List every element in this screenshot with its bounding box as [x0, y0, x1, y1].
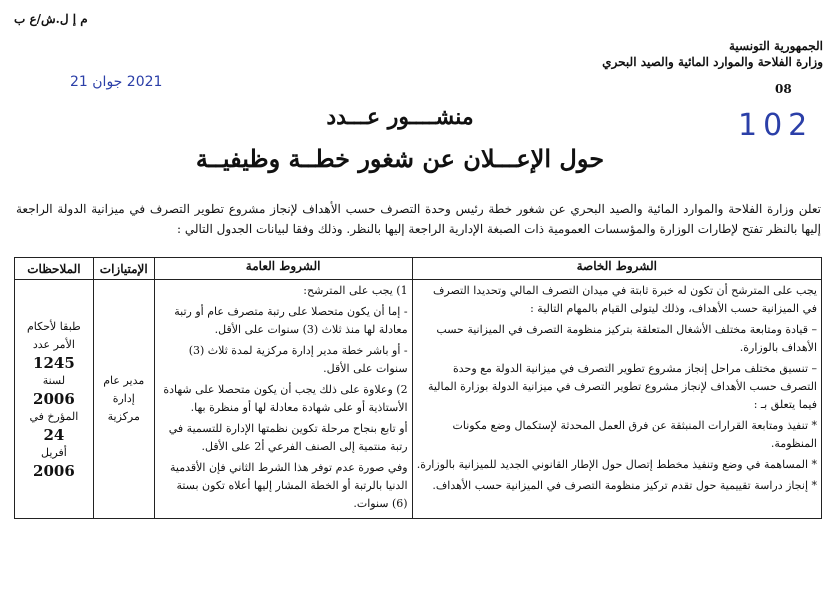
document-number: 102 — [738, 108, 814, 143]
special-item: * إنجاز دراسة تقييمية حول تقدم تركيز منظومة التصرف في الميزانية حسب الأهداف. — [432, 479, 817, 492]
decree-day: 24 — [43, 426, 65, 444]
general-item: وفي صورة عدم توفر هذا الشرط الثاني فإن الأقدمية الدنيا بالرتبة أو الخطة المشار إليها أعلاه تكون بستة (6) سنوات. — [170, 461, 408, 510]
circular-title: منشــــور عـــدد — [326, 104, 474, 130]
general-item: 2) وعلاوة على ذلك يجب أن يكون متحصلا على شهادة الأستاذية أو على شهادة معادلة لها أو منظرة بها. — [163, 383, 408, 414]
notes-text: لسنة — [42, 374, 66, 387]
general-conditions-cell — [154, 280, 412, 519]
general-item: 1) يجب على المترشح: — [303, 284, 408, 297]
header-privileges: الإمتيازات — [93, 258, 154, 280]
special-conditions-cell — [412, 280, 821, 519]
special-item: – تنسيق مختلف مراحل إنجاز مشروع تطوير التصرف في ميزانية الدولة مع وحدة التصرف حسب الأهداف لإنجاز مشروع تطوير التصرف في ميزانية الدولة بوزارة المالية فيما يتعلق بـ : — [427, 362, 817, 411]
header-notes: الملاحظات — [15, 258, 94, 280]
circular-subject: حول الإعـــلان عن شغور خطــة وظيفيــة — [195, 144, 605, 173]
header-special: الشروط الخاصة — [412, 258, 821, 280]
special-item: * المساهمة في وضع وتنفيذ مخطط إتصال حول الإطار القانوني الجديد للميزانية بالوزارة. — [416, 458, 817, 471]
general-item: - أو باشر خطة مدير إدارة مركزية لمدة ثلاث (3) سنوات على الأقل. — [188, 344, 408, 375]
general-item: أو تابع بنجاح مرحلة تكوين نظمتها الإدارة للتسمية في رتبة منتمية إلى الصنف الفرعي أ2 على الأقل. — [168, 422, 408, 453]
notes-text: طبقا لأحكام الأمر عدد — [27, 320, 81, 351]
special-item: – قيادة ومتابعة مختلف الأشغال المتعلقة بتركيز منظومة التصرف في الميزانية حسب الأهداف بالوزارة. — [436, 323, 817, 354]
notes-text: المؤرخ في — [29, 410, 79, 423]
ministry-name: وزارة الفلاحة والموارد المائية والصيد البحري — [602, 55, 823, 69]
date-stamp: 2021 جوان 21 — [70, 74, 163, 90]
table-row — [15, 280, 822, 519]
header-general: الشروط العامة — [154, 258, 412, 280]
reference-code: م إ ل.ش/ع ب — [14, 12, 88, 26]
special-item: * تنفيذ ومتابعة القرارات المنبثقة عن فرق العمل المحدثة لإستكمال وضع مكونات المنظومة. — [452, 419, 817, 450]
intro-paragraph: تعلن وزارة الفلاحة والموارد المائية والصيد البحري عن شغور خطة رئيس وحدة التصرف حسب الأهداف لإنجاز مشروع تطوير التصرف في ميزانية الدولة الراجعة إليها بالنظر تفتح لإطارات الوزارة والمؤسسات العمومية ذات الصبغة الإدارية الراجعة إليها بالنظر. وذلك وفقا لبيانات الجدول التالي : — [16, 202, 821, 236]
notes-cell — [15, 280, 94, 519]
decree-year: 2006 — [33, 390, 75, 408]
letterhead — [602, 38, 823, 70]
conditions-table — [14, 257, 822, 519]
decree-year-2: 2006 — [33, 462, 75, 480]
decree-month: أفريل — [41, 446, 67, 459]
decree-number: 1245 — [33, 354, 75, 372]
privileges-cell: مدير عام إدارة مركزية — [93, 280, 154, 519]
table-header-row — [15, 258, 822, 280]
general-item: - إما أن يكون متحصلا على رتبة متصرف عام أو رتبة معادلة لها منذ ثلاث (3) سنوات على الأقل. — [174, 305, 408, 336]
special-item: يجب على المترشح أن تكون له خبرة ثابتة في ميدان التصرف المالي وتحديدا التصرف في الميزانية حسب الأهداف، وذلك ليتولى القيام بالمهام التالية : — [433, 284, 817, 315]
republic-name: الجمهورية التونسية — [728, 39, 823, 53]
document-number-small: 08 — [775, 82, 792, 96]
